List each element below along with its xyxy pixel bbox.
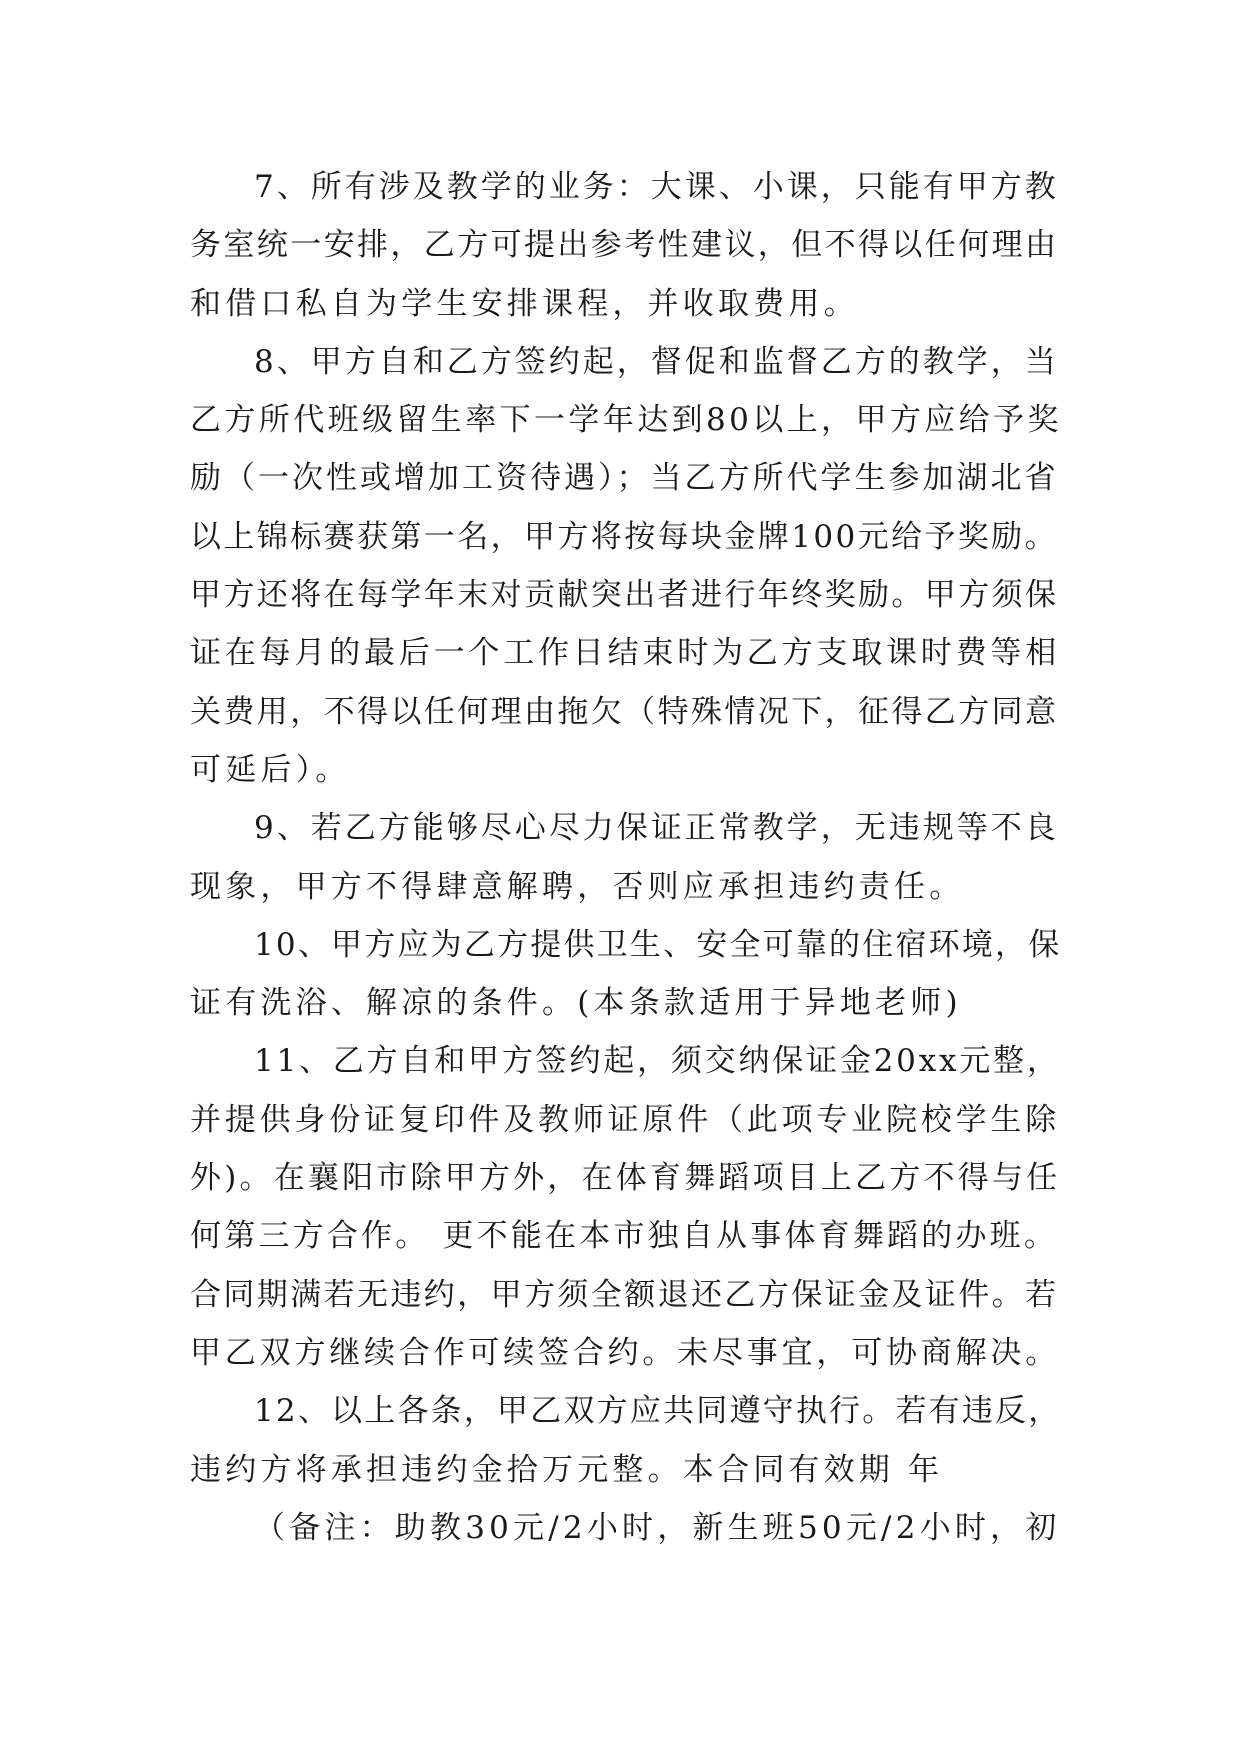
text-line: 并提供身份证复印件及教师证原件（此项专业院校学生除 bbox=[190, 1101, 1060, 1138]
text-line: （备注：助教30元/2小时，新生班50元/2小时，初 bbox=[254, 1509, 1061, 1546]
paragraph-clause-12 bbox=[190, 1382, 1062, 1499]
paragraph-clause-9 bbox=[190, 799, 1062, 916]
text-line: 务室统一安排，乙方可提出参考性建议，但不得以任何理由 bbox=[190, 227, 1059, 264]
text-line: 9、若乙方能够尽心尽力保证正常教学，无违规等不良 bbox=[254, 810, 1059, 847]
text-line: 违约方将承担违约金拾万元整。本合同有效期 年 bbox=[190, 1451, 944, 1488]
text-line: 以上锦标赛获第一名，甲方将按每块金牌100元给予奖励。 bbox=[190, 518, 1058, 555]
text-line: 和借口私自为学生安排课程，并收取费用。 bbox=[190, 285, 859, 322]
document-body bbox=[190, 158, 1062, 1557]
text-line: 外)。在襄阳市除甲方外，在体育舞蹈项目上乙方不得与任 bbox=[190, 1160, 1061, 1197]
text-line: 11、乙方自和甲方签约起，须交纳保证金20xx元整， bbox=[254, 1043, 1061, 1080]
text-line: 8、甲方自和乙方签约起，督促和监督乙方的教学，当 bbox=[254, 343, 1059, 380]
text-line: 关费用，不得以任何理由拖欠（特殊情况下，征得乙方同意 bbox=[190, 693, 1059, 730]
paragraph-clause-10 bbox=[190, 916, 1062, 1033]
text-line: 证在每月的最后一个工作日结束时为乙方支取课时费等相 bbox=[190, 635, 1060, 672]
paragraph-clause-11 bbox=[190, 1032, 1062, 1382]
paragraph-clause-7 bbox=[190, 158, 1062, 333]
paragraph-clause-8 bbox=[190, 333, 1062, 799]
text-line: 甲乙双方继续合作可续签合约。未尽事宜，可协商解决。 bbox=[190, 1334, 1060, 1371]
text-line: 励（一次性或增加工资待遇）；当乙方所代学生参加湖北省 bbox=[190, 460, 1059, 497]
text-line: 甲方还将在每学年末对贡献突出者进行年终奖励。甲方须保 bbox=[190, 577, 1059, 614]
text-line: 证有洗浴、解凉的条件。(本条款适用于异地老师) bbox=[190, 985, 962, 1022]
text-line: 7、所有涉及教学的业务：大课、小课，只能有甲方教 bbox=[254, 169, 1059, 205]
text-line: 10、甲方应为乙方提供卫生、安全可靠的住宿环境，保 bbox=[254, 926, 1062, 963]
paragraph-remark bbox=[190, 1499, 1062, 1557]
text-line: 何第三方合作。 更不能在本市独自从事体育舞蹈的办班。 bbox=[190, 1218, 1059, 1255]
text-line: 12、以上各条，甲乙双方应共同遵守执行。若有违反， bbox=[254, 1393, 1062, 1430]
text-line: 合同期满若无违约，甲方须全额退还乙方保证金及证件。若 bbox=[190, 1276, 1059, 1313]
text-line: 乙方所代班级留生率下一学年达到80以上，甲方应给予奖 bbox=[190, 402, 1062, 439]
text-line: 可延后）。 bbox=[190, 751, 351, 788]
text-line: 现象，甲方不得肆意解聘，否则应承担违约责任。 bbox=[190, 868, 965, 905]
